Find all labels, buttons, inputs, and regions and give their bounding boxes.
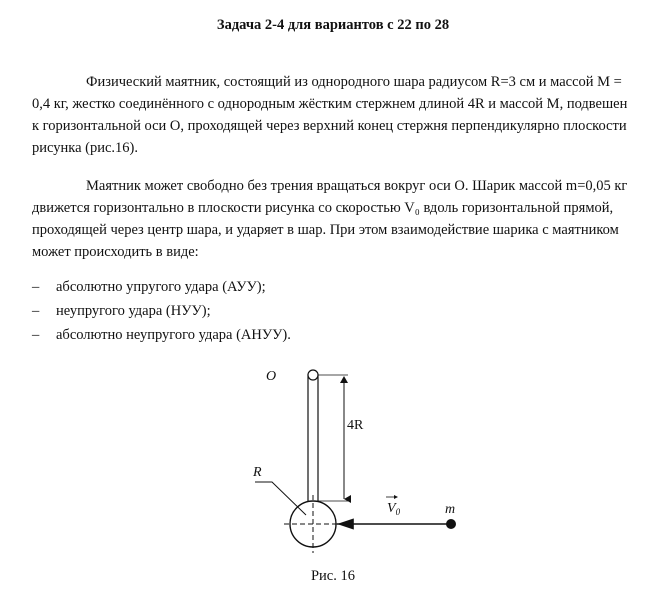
figure-caption: Рис. 16 [310, 568, 355, 584]
paragraph-line: может происходить в виде: [32, 244, 199, 260]
label-v0: $V_0$ [387, 501, 401, 517]
small-ball [446, 519, 456, 529]
pendulum-rod [308, 375, 318, 510]
bullet-dash: – [32, 303, 40, 319]
page-title: Задача 2-4 для вариантов с 22 по 28 [216, 17, 450, 33]
paragraph-2 [32, 175, 636, 263]
list-item-text: неупругого удара (НУУ); [56, 303, 211, 319]
list-item-text: абсолютно упругого удара (АУУ); [56, 279, 266, 295]
label-4r: 4R [347, 418, 364, 433]
pendulum-figure [0, 355, 666, 565]
paragraph-line: к горизонтальной оси О, проходящей через верхний конец стержня перпендикулярно плоскости [32, 118, 627, 134]
list-item [32, 324, 291, 346]
paragraph-line: 0,4 кг, жестко соединённого с однородным жёстким стержнем длиной 4R и массой M, подвешен [32, 96, 628, 112]
label-o: O [266, 369, 277, 384]
list-item [32, 300, 211, 322]
paragraph-line: Физический маятник, состоящий из однородного шара радиусом R=3 см и массой M = [86, 74, 622, 90]
vector-arrowhead [394, 495, 398, 499]
label-m: m [445, 502, 456, 517]
paragraph-line: рисунка (рис.16). [32, 140, 139, 156]
paragraph-line: движется горизонтально в плоскости рисунка со скоростью V₀ вдоль горизонтальной прямой, [32, 200, 614, 216]
paragraph-line: проходящей через центр шара, и ударяет в шар. При этом взаимодействие шарика с маятником [32, 222, 619, 238]
label-r: R [253, 465, 262, 480]
pivot-axis [308, 370, 318, 380]
paragraph-1 [32, 71, 636, 159]
list-item [32, 276, 266, 298]
paragraph-line: Маятник может свободно без трения вращаться вокруг оси О. Шарик массой m=0,05 кг [86, 178, 628, 194]
bullet-dash: – [32, 327, 40, 343]
dimension-arrow-up [340, 376, 348, 383]
bullet-dash: – [32, 279, 40, 295]
list-item-text: абсолютно неупругого удара (АНУУ). [56, 327, 291, 343]
